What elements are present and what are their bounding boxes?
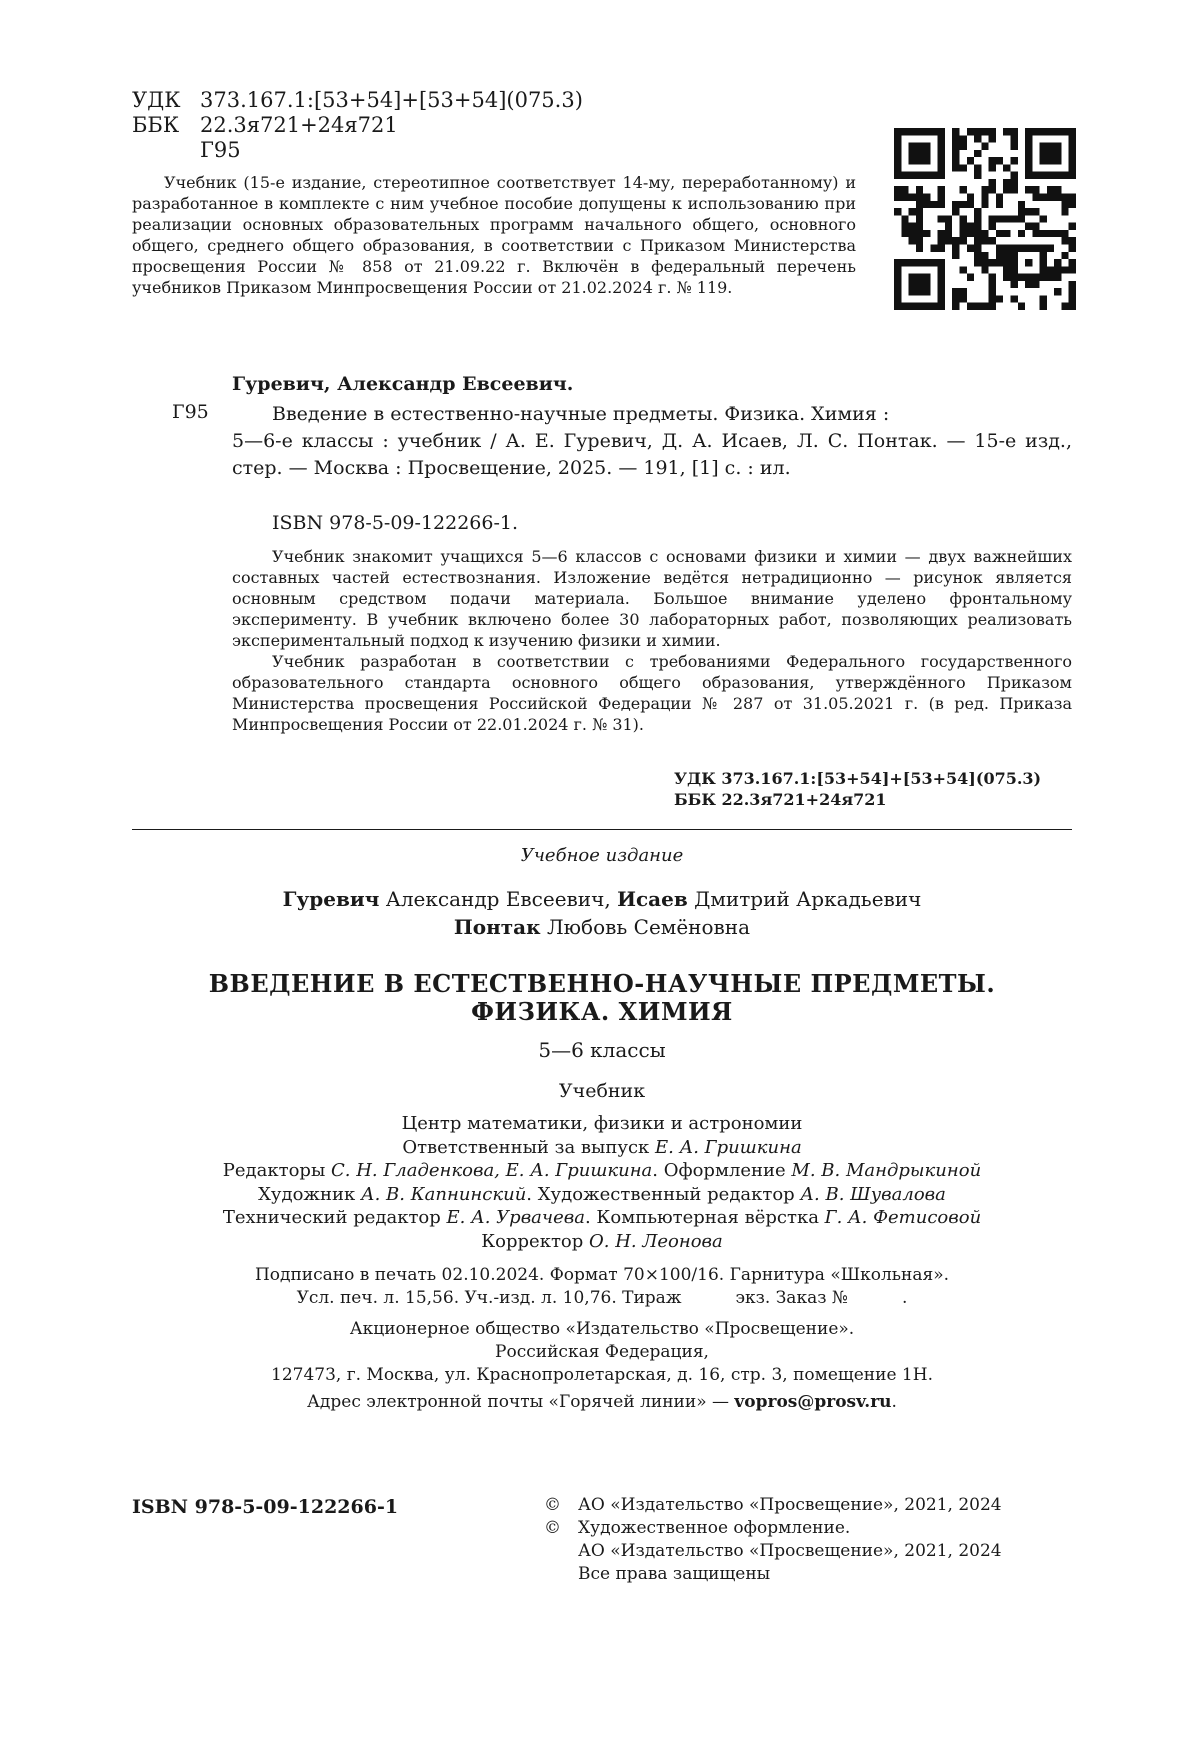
- annotation-paragraph-2: Учебник разработан в соответствии с требованиями Федерального государственного образовательного стандарта основного общего образования, утверждённого Приказом Министерства просвещения Российской Федерации № 287 от 31.05.2021 г. (в ред. Приказа Минпросвещения России от 22.01.2024 г. № 31).: [232, 652, 1072, 734]
- authors-line-1: [132, 887, 1072, 911]
- author1-surname: Гуревич: [282, 887, 380, 911]
- author-mark: Г95: [200, 138, 241, 162]
- copyright-icon: ©: [544, 1495, 561, 1515]
- artist-line: [132, 1183, 1072, 1207]
- email-label: Адрес электронной почты «Горячей линии» —: [307, 1392, 735, 1412]
- design-label: . Оформление: [652, 1160, 792, 1181]
- publisher-info: [132, 1318, 1072, 1387]
- editors-line: [132, 1159, 1072, 1183]
- copyright-block: [544, 1494, 1072, 1586]
- responsible-label: Ответственный за выпуск: [402, 1136, 656, 1158]
- author2-name: Дмитрий Аркадьевич: [687, 887, 922, 911]
- card-title-continuation: 5—6-е классы : учебник / А. Е. Гуревич, Д. А. Исаев, Л. С. Понтак. — 15-е изд., стер. — Москва : Просвещение, 2025. — 191, [1] с. : ил.: [232, 430, 1072, 479]
- author2-surname: Исаев: [617, 887, 688, 911]
- card-author-mark: Г95: [172, 401, 209, 423]
- tech-line: [132, 1206, 1072, 1230]
- card-annotation: [232, 546, 1072, 735]
- udc-value: 373.167.1:[53+54]+[53+54](075.3): [200, 88, 583, 112]
- proof-name: О. Н. Леонова: [589, 1230, 723, 1252]
- art-editor-name: А. В. Шувалова: [800, 1183, 946, 1205]
- print-info: [132, 1264, 1072, 1309]
- authors-line-2: [132, 915, 1072, 939]
- card-author-heading: Гуревич, Александр Евсеевич.: [232, 373, 574, 395]
- email-link[interactable]: vopros@prosv.ru: [734, 1392, 892, 1412]
- tech-editor-label: Технический редактор: [222, 1207, 447, 1228]
- artist-label: Художник: [258, 1183, 361, 1205]
- author3-surname: Понтак: [453, 915, 541, 939]
- copyright-line-1: АО «Издательство «Просвещение», 2021, 2024: [578, 1495, 1002, 1515]
- design-name: М. В. Мандрыкиной: [791, 1160, 982, 1181]
- card-title-block: [232, 401, 1072, 482]
- annotation-paragraph-1: Учебник знакомит учащихся 5—6 классов с основами физики и химии — двух важнейших составных частей естествознания. Изложение ведётся нетрадиционно — рисунок является основным средством подачи материала. Большое внимание уделено фронтальному эксперименту. В учебник включено более 30 лабораторных работ, позволяющих реализовать экспериментальный подход к изучению физики и химии.: [232, 547, 1072, 650]
- editors-names: С. Н. Гладенкова, Е. А. Гришкина: [331, 1160, 653, 1181]
- center-name: Центр математики, физики и астрономии: [401, 1113, 803, 1134]
- book-title-line-1: ВВЕДЕНИЕ В ЕСТЕСТВЕННО-НАУЧНЫЕ ПРЕДМЕТЫ.: [208, 969, 996, 998]
- qr-code-icon: [894, 128, 1076, 310]
- bbk-label: ББК: [132, 113, 180, 137]
- artist-name: А. В. Капнинский: [360, 1183, 527, 1205]
- card-title-line: Введение в естественно-научные предметы. Физика. Химия :: [272, 403, 890, 425]
- responsible-name: Е. А. Гришкина: [655, 1136, 802, 1158]
- print-line-2: Усл. печ. л. 15,56. Уч.-изд. л. 10,76. Тираж экз. Заказ № .: [296, 1287, 908, 1308]
- art-editor-label: . Художественный редактор: [526, 1183, 801, 1205]
- rights-reserved: Все права защищены: [578, 1564, 771, 1584]
- credits-block: [132, 1112, 1072, 1253]
- copyright-icon: ©: [544, 1518, 561, 1538]
- editors-label: Редакторы: [222, 1160, 331, 1181]
- doc-type: Учебник: [558, 1080, 646, 1102]
- responsible-line: [132, 1136, 1072, 1160]
- layout-name: Г. А. Фетисовой: [824, 1207, 982, 1228]
- email-line: [132, 1392, 1072, 1412]
- author1-name: Александр Евсеевич,: [379, 887, 618, 911]
- card-bbk: ББК 22.3я721+24я721: [674, 790, 887, 809]
- approval-paragraph: Учебник (15-е издание, стереотипное соответствует 14-му, переработанному) и разработанное в комплекте с ним учебное пособие допущены к использованию при реализации основных образовательных программ начального общего, основного общего, среднего общего образования, в соответствии с Приказом Министерства просвещения России № 858 от 21.09.22 г. Включён в федеральный перечень учебников Приказом Минпросвещения России от 21.02.2024 г. № 119.: [132, 173, 856, 297]
- book-title: [132, 970, 1072, 1026]
- proof-label: Корректор: [481, 1230, 589, 1252]
- card-udc: УДК 373.167.1:[53+54]+[53+54](075.3): [674, 769, 1042, 788]
- publisher-line-1: Акционерное общество «Издательство «Просвещение».: [349, 1319, 855, 1339]
- section-divider: [132, 829, 1072, 830]
- footer-isbn: ISBN 978-5-09-122266-1: [132, 1496, 399, 1518]
- author3-name: Любовь Семёновна: [540, 915, 751, 939]
- card-classification: [674, 768, 1041, 810]
- copyright-line-3: АО «Издательство «Просвещение», 2021, 2024: [578, 1541, 1002, 1561]
- edition-type: Учебное издание: [520, 845, 684, 866]
- publisher-line-2: Российская Федерация,: [495, 1342, 709, 1362]
- proof-line: [132, 1230, 1072, 1254]
- book-title-line-2: ФИЗИКА. ХИМИЯ: [471, 997, 733, 1026]
- copyright-line-2: Художественное оформление.: [578, 1518, 851, 1538]
- bbk-value: 22.3я721+24я721: [200, 113, 398, 137]
- print-line-1: Подписано в печать 02.10.2024. Формат 70×100/16. Гарнитура «Школьная».: [254, 1265, 950, 1285]
- udc-label: УДК: [132, 88, 181, 112]
- publisher-line-3: 127473, г. Москва, ул. Краснопролетарская, д. 16, стр. 3, помещение 1Н.: [271, 1365, 933, 1385]
- card-isbn: ISBN 978-5-09-122266-1.: [272, 512, 519, 534]
- classification-block: [132, 88, 583, 163]
- tech-editor-name: Е. А. Урвачева: [446, 1207, 585, 1228]
- grades: 5—6 классы: [538, 1038, 666, 1062]
- email-end: .: [891, 1392, 897, 1412]
- layout-label: . Компьютерная вёрстка: [584, 1207, 825, 1228]
